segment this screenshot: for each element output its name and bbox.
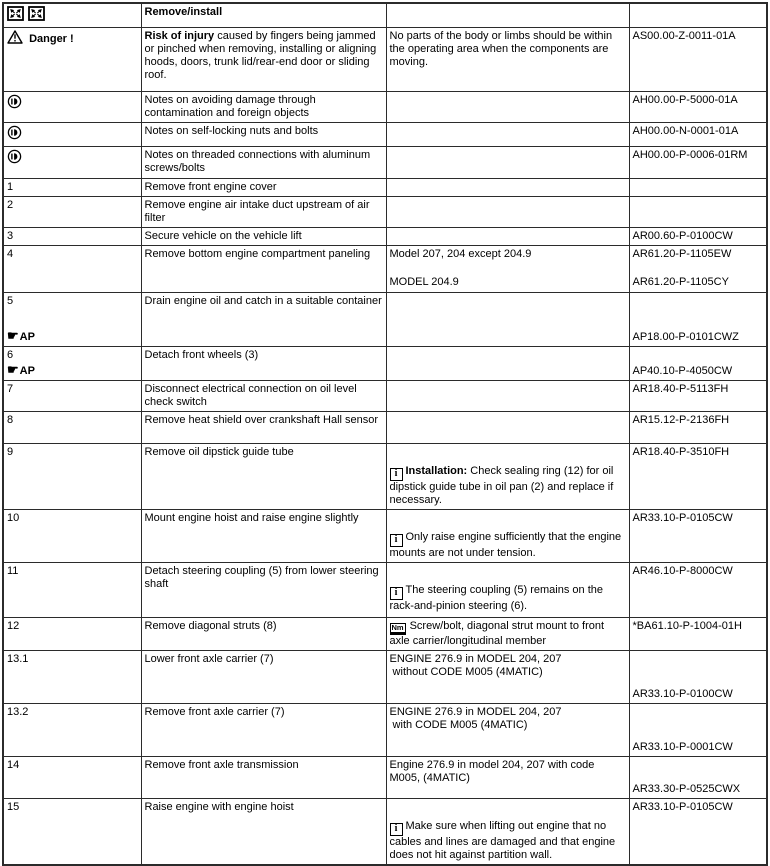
step-cell <box>3 147 141 179</box>
step-number: 1 <box>7 181 14 193</box>
document-code-cell <box>629 757 767 799</box>
note-icon <box>7 94 22 109</box>
table-row <box>3 381 767 412</box>
step-cell <box>3 381 141 412</box>
document-code-cell <box>629 123 767 147</box>
document-code-cell-line <box>633 331 764 344</box>
document-code-link[interactable]: AS00.00-Z-0011-01A <box>632 30 736 42</box>
document-code-link[interactable]: AR33.30-P-0525CWX <box>632 783 741 795</box>
document-code-cell <box>629 618 767 651</box>
document-code-link[interactable]: AR33.10-P-0105CW <box>632 801 733 813</box>
step-cell <box>3 347 141 381</box>
step-cell <box>3 651 141 704</box>
notes-cell <box>386 246 629 293</box>
notes-cell <box>386 618 629 651</box>
description-cell <box>141 704 386 757</box>
ap-link[interactable]: ☛AP <box>7 362 35 377</box>
description-cell <box>141 28 386 92</box>
document-code-link[interactable]: AR00.60-P-0100CW <box>632 230 733 242</box>
step-number: 10 <box>7 512 20 524</box>
table-row <box>3 412 767 444</box>
table-row <box>3 147 767 179</box>
document-code-link[interactable]: AR18.40-P-3510FH <box>632 446 730 458</box>
note-icon <box>7 125 22 140</box>
text-line: Remove heat shield over crankshaft Hall sensor <box>144 414 379 426</box>
document-code-cell <box>629 704 767 757</box>
table-row <box>3 28 767 92</box>
table-row <box>3 197 767 228</box>
text-line: Mount engine hoist and raise engine slightly <box>144 512 359 524</box>
text-line: Detach front wheels (3) <box>144 349 259 361</box>
text-line: Risk of injury caused by fingers being jammed or pinched when removing, installing or aligning hoods, doors, trunk lid/rear-end door or sliding roof. <box>144 30 377 81</box>
text-line: without CODE M005 (4MATIC) <box>389 666 543 678</box>
document-code-cell-line <box>633 414 764 427</box>
text-line: MODEL 204.9 <box>389 276 459 288</box>
text-line: Notes on avoiding damage through contamination and foreign objects <box>144 94 316 119</box>
description-cell <box>141 651 386 704</box>
info-icon: i <box>390 587 403 600</box>
document-code-link[interactable]: AR33.10-P-0105CW <box>632 512 733 524</box>
description-cell <box>141 246 386 293</box>
step-cell <box>3 799 141 866</box>
step-number: 13.1 <box>7 653 29 665</box>
table-row <box>3 293 767 347</box>
notes-cell <box>386 651 629 704</box>
text-line: i Only raise engine sufficiently that the engine mounts are not under tension. <box>389 531 622 559</box>
document-code-cell <box>629 381 767 412</box>
document-code-cell <box>629 347 767 381</box>
document-code-cell <box>629 563 767 618</box>
text-line: No parts of the body or limbs should be within the operating area when the components are moving. <box>389 30 613 68</box>
table-row <box>3 179 767 197</box>
text-line: Engine 276.9 in model 204, 207 with code M005, (4MATIC) <box>389 759 595 784</box>
document-code-link[interactable]: AR33.10-P-0001CW <box>632 741 733 753</box>
danger-label: Danger ! <box>7 33 74 45</box>
document-code-cell-line <box>633 276 764 289</box>
document-code-cell <box>629 147 767 179</box>
document-code-cell-line <box>633 149 764 162</box>
document-code-link[interactable]: *BA61.10-P-1004-01H <box>632 620 742 632</box>
text-line: Detach steering coupling (5) from lower steering shaft <box>144 565 379 590</box>
table-body <box>3 28 767 866</box>
document-code-cell-line <box>633 801 764 814</box>
notes-cell <box>386 28 629 92</box>
text-line: Disconnect electrical connection on oil level check switch <box>144 383 357 408</box>
text-line: i Installation: Check sealing ring (12) for oil dipstick guide tube in oil pan (2) and replace if necessary. <box>389 465 614 506</box>
document-code-link[interactable]: AH00.00-P-5000-01A <box>632 94 738 106</box>
document-code-cell-line <box>633 446 764 459</box>
table-row <box>3 618 767 651</box>
expand-windows-icon[interactable] <box>7 6 24 25</box>
description-cell <box>141 799 386 866</box>
document-code-cell <box>629 412 767 444</box>
notes-cell <box>386 228 629 246</box>
description-cell <box>141 147 386 179</box>
step-cell <box>3 246 141 293</box>
document-code-cell <box>629 510 767 563</box>
document-code-link[interactable]: AH00.00-P-0006-01RM <box>632 149 748 161</box>
table-row <box>3 123 767 147</box>
step-number: 13.2 <box>7 706 29 718</box>
step-number: 14 <box>7 759 20 771</box>
table-row <box>3 228 767 246</box>
notes-cell <box>386 179 629 197</box>
description-cell <box>141 92 386 123</box>
notes-cell <box>386 563 629 618</box>
text-line: Lower front axle carrier (7) <box>144 653 274 665</box>
document-code-cell <box>629 799 767 866</box>
table-row <box>3 444 767 510</box>
document-code-cell <box>629 179 767 197</box>
step-number: 11 <box>7 565 19 577</box>
document-code-link[interactable]: AR33.10-P-0100CW <box>632 688 733 700</box>
document-code-cell <box>629 92 767 123</box>
step-number: 8 <box>7 414 14 426</box>
text-line: Model 207, 204 except 204.9 <box>389 248 532 260</box>
notes-cell <box>386 704 629 757</box>
text-line: Notes on threaded connections with aluminum screws/bolts <box>144 149 371 174</box>
collapse-windows-icon[interactable] <box>28 6 45 25</box>
document-code-link[interactable]: AR61.20-P-1105CY <box>632 276 729 288</box>
description-cell <box>141 618 386 651</box>
pointing-hand-icon: ☛ <box>7 328 19 343</box>
document-code-cell-line <box>633 565 764 578</box>
table-row <box>3 92 767 123</box>
document-code-cell-line <box>633 248 764 261</box>
step-number: 5 <box>7 295 14 307</box>
column-header-document <box>629 3 767 28</box>
text-line: Notes on self-locking nuts and bolts <box>144 125 319 137</box>
document-code-cell <box>629 197 767 228</box>
text-line: Remove diagonal struts (8) <box>144 620 277 632</box>
step-number: 7 <box>7 383 14 395</box>
step-cell <box>3 444 141 510</box>
document-code-link[interactable]: AH00.00-N-0001-01A <box>632 125 739 137</box>
document-code-link[interactable]: AP40.10-P-4050CW <box>632 365 733 377</box>
step-number: 12 <box>7 620 20 632</box>
table-row <box>3 563 767 618</box>
description-cell <box>141 757 386 799</box>
text-line: Drain engine oil and catch in a suitable container <box>144 295 382 307</box>
table-row <box>3 799 767 866</box>
step-cell <box>3 123 141 147</box>
document-code-cell-line <box>633 783 764 796</box>
step-cell <box>3 412 141 444</box>
document-code-cell-line <box>633 30 764 43</box>
text-line: Remove oil dipstick guide tube <box>144 446 294 458</box>
document-code-cell-line <box>633 383 764 396</box>
description-cell <box>141 179 386 197</box>
table-row <box>3 757 767 799</box>
pointing-hand-icon: ☛ <box>7 362 19 377</box>
notes-cell <box>386 381 629 412</box>
text-line: with CODE M005 (4MATIC) <box>389 719 528 731</box>
info-icon: i <box>390 468 403 481</box>
document-code-cell-line <box>633 741 764 754</box>
description-cell <box>141 197 386 228</box>
step-number: 2 <box>7 199 14 211</box>
notes-cell <box>386 757 629 799</box>
document-code-cell <box>629 444 767 510</box>
notes-cell <box>386 123 629 147</box>
text-line: Remove front axle transmission <box>144 759 299 771</box>
description-cell <box>141 381 386 412</box>
notes-cell <box>386 92 629 123</box>
document-code-link[interactable]: AR61.20-P-1105EW <box>632 248 732 260</box>
column-header-notes <box>386 3 629 28</box>
document-code-cell <box>629 28 767 92</box>
step-cell <box>3 92 141 123</box>
step-cell <box>3 179 141 197</box>
description-cell <box>141 293 386 347</box>
document-code-cell <box>629 246 767 293</box>
document-code-cell-line <box>633 365 764 378</box>
text-line: Remove bottom engine compartment paneling <box>144 248 371 260</box>
text-line: Secure vehicle on the vehicle lift <box>144 230 302 242</box>
text-line: Nm Screw/bolt, diagonal strut mount to front axle carrier/longitudinal member <box>389 620 605 647</box>
table-row <box>3 704 767 757</box>
step-cell <box>3 704 141 757</box>
step-cell <box>3 563 141 618</box>
text-line: ENGINE 276.9 in MODEL 204, 207 <box>389 706 562 718</box>
text-line: Remove front engine cover <box>144 181 277 193</box>
step-cell <box>3 510 141 563</box>
notes-cell <box>386 197 629 228</box>
document-code-cell <box>629 651 767 704</box>
document-code-link[interactable]: AP18.00-P-0101CWZ <box>632 331 739 343</box>
document-code-cell-line <box>633 620 764 633</box>
notes-cell <box>386 444 629 510</box>
text-line: i The steering coupling (5) remains on the rack-and-pinion steering (6). <box>389 584 603 612</box>
header-row <box>3 3 767 28</box>
step-cell <box>3 197 141 228</box>
description-cell <box>141 347 386 381</box>
notes-cell <box>386 293 629 347</box>
step-number: 15 <box>7 801 20 813</box>
description-cell <box>141 444 386 510</box>
ap-link[interactable]: ☛AP <box>7 328 35 343</box>
notes-cell <box>386 147 629 179</box>
description-cell <box>141 123 386 147</box>
step-cell <box>3 293 141 347</box>
document-code-link[interactable]: AR18.40-P-5113FH <box>632 383 729 395</box>
table-row <box>3 246 767 293</box>
text-line: Remove front axle carrier (7) <box>144 706 285 718</box>
step-cell <box>3 228 141 246</box>
description-cell <box>141 510 386 563</box>
text-line: ENGINE 276.9 in MODEL 204, 207 <box>389 653 562 665</box>
step-number: 9 <box>7 446 14 458</box>
description-cell <box>141 228 386 246</box>
document-code-cell-line <box>633 125 764 138</box>
table-row <box>3 347 767 381</box>
table-row <box>3 510 767 563</box>
document-code-link[interactable]: AR15.12-P-2136FH <box>632 414 730 426</box>
document-code-cell-line <box>633 230 764 243</box>
step-cell <box>3 28 141 92</box>
document-code-cell-line <box>633 512 764 525</box>
step-cell <box>3 757 141 799</box>
step-number: 3 <box>7 230 14 242</box>
info-icon: i <box>390 534 403 547</box>
text-line: i Make sure when lifting out engine that no cables and lines are damaged and that engine does not hit against partition wall. <box>389 820 616 861</box>
notes-cell <box>386 347 629 381</box>
step-number: 4 <box>7 248 14 260</box>
note-icon <box>7 149 22 164</box>
notes-cell <box>386 799 629 866</box>
document-code-cell <box>629 293 767 347</box>
window-controls <box>7 6 138 25</box>
description-cell <box>141 563 386 618</box>
step-cell <box>3 618 141 651</box>
text-line: Remove engine air intake duct upstream of air filter <box>144 199 370 224</box>
table-row <box>3 651 767 704</box>
document-code-link[interactable]: AR46.10-P-8000CW <box>632 565 733 577</box>
notes-cell <box>386 510 629 563</box>
document-code-cell <box>629 228 767 246</box>
info-icon: i <box>390 823 403 836</box>
description-cell <box>141 412 386 444</box>
text-line: Raise engine with engine hoist <box>144 801 294 813</box>
column-header-remove-install: Remove/install <box>141 3 386 28</box>
notes-cell <box>386 412 629 444</box>
document-code-cell-line <box>633 94 764 107</box>
danger-triangle-icon <box>7 30 23 44</box>
step-number: 6 <box>7 349 14 361</box>
document-code-cell-line <box>633 688 764 701</box>
torque-nm-icon: Nm <box>390 623 406 635</box>
procedure-table <box>2 2 768 866</box>
